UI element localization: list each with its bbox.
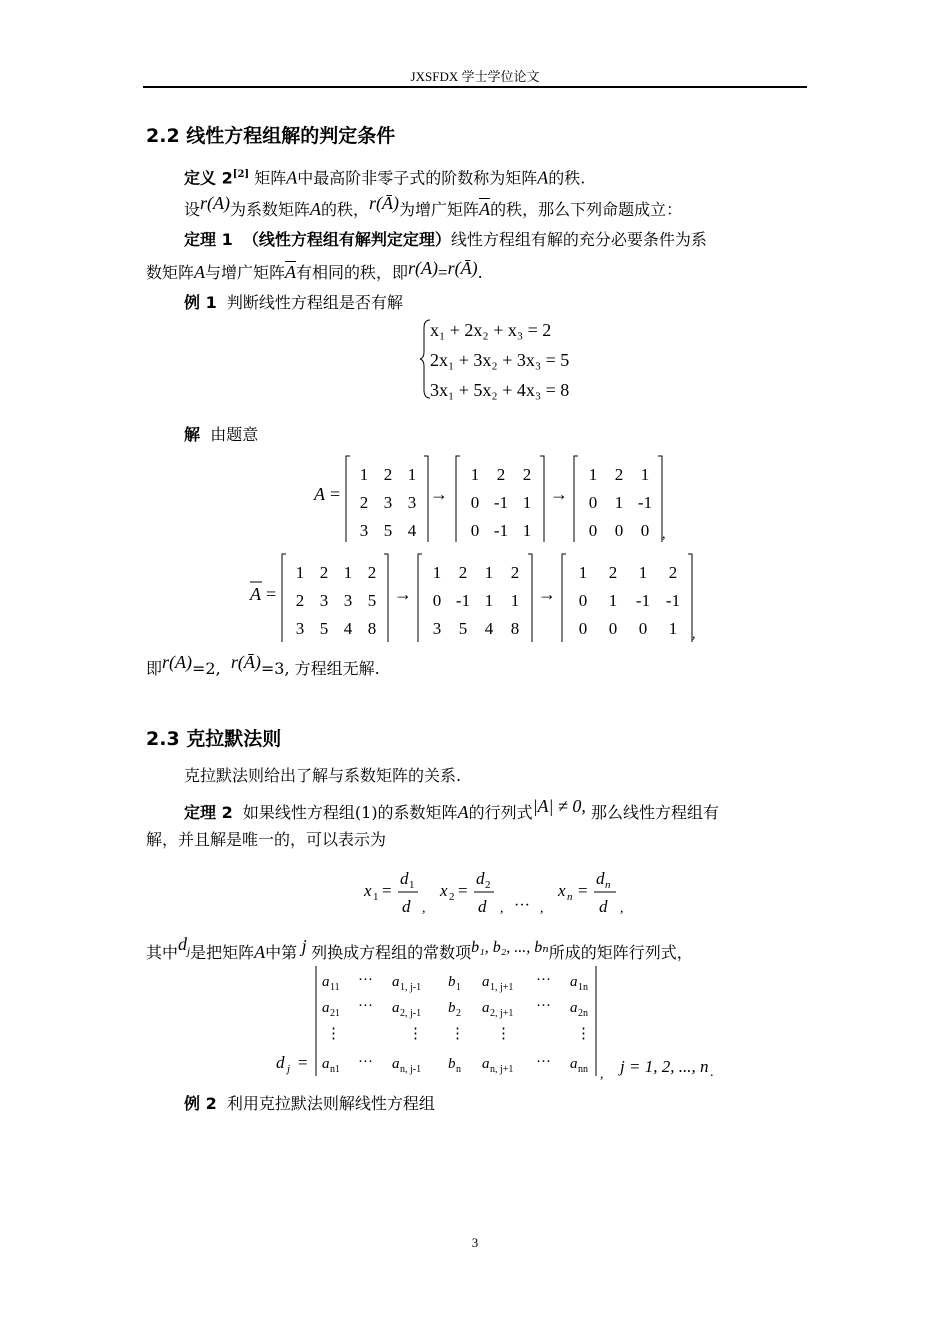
matrix-entry: 2 xyxy=(359,493,369,512)
svg-text:,: , xyxy=(620,901,624,916)
matrix-bracket xyxy=(562,554,566,642)
header-rule xyxy=(143,86,807,88)
svg-text:d: d xyxy=(478,897,487,916)
theorem-2-cont: 解，并且解是唯一的，可以表示为 xyxy=(146,830,387,849)
svg-text:a: a xyxy=(392,1056,400,1072)
svg-text:21: 21 xyxy=(330,1008,340,1019)
svg-text:=: = xyxy=(330,484,341,504)
matrix-entry: 1 xyxy=(484,563,494,582)
matrix-entry: 2 xyxy=(608,563,618,582)
matrix-entry: 2 xyxy=(458,563,468,582)
matrix-bracket xyxy=(540,456,544,542)
svg-text:n, j-1: n, j-1 xyxy=(400,1064,422,1075)
svg-text:a: a xyxy=(482,1056,490,1072)
matrix-bracket xyxy=(424,456,428,542)
matrix-entry: 1 xyxy=(640,465,650,484)
svg-text:a: a xyxy=(392,974,400,990)
equation-system xyxy=(418,316,588,402)
matrix-entry: 5 xyxy=(383,521,393,540)
svg-text:⋮: ⋮ xyxy=(326,1026,341,1042)
svg-text:,: , xyxy=(662,527,666,542)
equation-2: 2x₁ + 3x₂ + 3x₃ = 5 xyxy=(430,350,570,370)
matrix-entry: 1 xyxy=(295,563,305,582)
svg-text:x: x xyxy=(558,881,566,900)
svg-text:···: ··· xyxy=(358,972,373,988)
svg-text:1: 1 xyxy=(373,891,379,903)
svg-text:=: = xyxy=(298,1053,308,1072)
matrix-entry: 0 xyxy=(578,619,588,638)
matrix-entry: 3 xyxy=(343,591,353,610)
matrix-entry: 2 xyxy=(383,465,393,484)
matrix-entry: -1 xyxy=(493,521,509,540)
matrix-entry: 3 xyxy=(295,619,305,638)
matrix-bracket xyxy=(418,554,422,642)
svg-text:1n: 1n xyxy=(578,982,588,993)
augmented-matrix-reduction xyxy=(246,550,706,642)
matrix-entry: 1 xyxy=(578,563,588,582)
matrix-entry: 0 xyxy=(588,493,598,512)
matrix-entry: -1 xyxy=(665,591,681,610)
matrix-entry: 1 xyxy=(343,563,353,582)
matrix-entry: 2 xyxy=(496,465,506,484)
matrix-entry: 1 xyxy=(432,563,442,582)
matrix-entry: 5 xyxy=(367,591,377,610)
svg-text:n, j+1: n, j+1 xyxy=(490,1064,514,1075)
svg-text:b: b xyxy=(448,1056,456,1072)
svg-text:n: n xyxy=(456,1064,461,1075)
matrix-entry: 1 xyxy=(668,619,678,638)
example-1: 例 1 判断线性方程组是否有解 xyxy=(184,293,403,312)
svg-text:,: , xyxy=(692,627,696,642)
solution-intro: 解 由题意 xyxy=(184,425,259,444)
svg-text:2, j+1: 2, j+1 xyxy=(490,1008,514,1019)
matrix-entry: 3 xyxy=(383,493,393,512)
citation-ref: [2] xyxy=(232,169,250,180)
matrix-entry: 0 xyxy=(638,619,648,638)
svg-text:b: b xyxy=(448,974,456,990)
matrix-entry: 1 xyxy=(608,591,618,610)
section-heading-2-3: 2.3 克拉默法则 xyxy=(146,728,282,750)
matrix-entry: -1 xyxy=(637,493,653,512)
svg-text:2n: 2n xyxy=(578,1008,588,1019)
svg-text:n1: n1 xyxy=(330,1064,340,1075)
svg-text:n: n xyxy=(567,891,573,903)
matrix-entry: 2 xyxy=(367,563,377,582)
definition-2: 定义 2[2] 矩阵A中最高阶非零子式的阶数称为矩阵A的秩. xyxy=(184,167,586,188)
equation-1: x₁ + 2x₂ + x₃ = 2 xyxy=(430,320,552,340)
svg-text:=: = xyxy=(266,584,277,604)
svg-text:→: → xyxy=(430,484,448,504)
matrix-entry: 2 xyxy=(319,563,329,582)
svg-text:···: ··· xyxy=(536,998,551,1014)
example-2: 例 2 利用克拉默法则解线性方程组 xyxy=(184,1094,435,1113)
matrix-entry: 0 xyxy=(578,591,588,610)
svg-text:a: a xyxy=(322,974,330,990)
svg-text:⋮: ⋮ xyxy=(450,1026,465,1042)
matrix-entry: 8 xyxy=(510,619,520,638)
matrix-entry: 1 xyxy=(470,465,480,484)
matrix-entry: 0 xyxy=(614,521,624,540)
svg-text:2: 2 xyxy=(449,891,455,903)
matrix-entry: 4 xyxy=(484,619,494,638)
matrix-entry: 0 xyxy=(470,521,480,540)
equation-3: 3x₁ + 5x₂ + 4x₃ = 8 xyxy=(430,380,570,400)
svg-text:x: x xyxy=(364,881,372,900)
matrix-entry: 0 xyxy=(470,493,480,512)
svg-text:→: → xyxy=(550,484,568,504)
svg-text:=: = xyxy=(458,881,468,900)
matrix-entry: 1 xyxy=(588,465,598,484)
matrix-entry: 1 xyxy=(510,591,520,610)
svg-text:a: a xyxy=(570,1000,578,1016)
matrix-bracket xyxy=(384,554,388,642)
matrix-entry: 1 xyxy=(484,591,494,610)
determinant-dj xyxy=(270,962,730,1082)
matrix-a-reduction xyxy=(310,452,680,542)
svg-text:···: ··· xyxy=(536,972,551,988)
matrix-entry: 2 xyxy=(295,591,305,610)
svg-text:→: → xyxy=(538,584,556,604)
matrix-entry: 5 xyxy=(319,619,329,638)
svg-text:b: b xyxy=(448,1000,456,1016)
svg-text:1, j+1: 1, j+1 xyxy=(490,982,514,993)
conclusion: 即r(A)=2, r(Ā)=3, 方程组无解. xyxy=(146,652,380,678)
cramer-intro: 克拉默法则给出了解与系数矩阵的关系. xyxy=(184,766,462,785)
theorem-1: 定理 1 （线性方程组有解判定定理）线性方程组有解的充分必要条件为系 xyxy=(184,230,707,249)
matrix-entry: 3 xyxy=(319,591,329,610)
theorem-2: 定理 2 如果线性方程组(1)的系数矩阵A的行列式|A| ≠ 0, 那么线性方程组有 xyxy=(184,796,719,822)
svg-text:···: ··· xyxy=(358,998,373,1014)
svg-text:nn: nn xyxy=(578,1064,588,1075)
svg-text:A: A xyxy=(314,484,325,504)
svg-text:.: . xyxy=(710,1065,714,1080)
matrix-entry: 1 xyxy=(522,493,532,512)
svg-text:1, j-1: 1, j-1 xyxy=(400,982,422,993)
matrix-entry: 0 xyxy=(432,591,442,610)
matrix-bracket xyxy=(574,456,578,542)
svg-text:11: 11 xyxy=(330,982,340,993)
svg-text:···: ··· xyxy=(514,897,530,914)
matrix-entry: 0 xyxy=(640,521,650,540)
matrix-entry: -1 xyxy=(635,591,651,610)
matrix-bracket xyxy=(346,456,350,542)
svg-text:,: , xyxy=(422,901,426,916)
svg-text:a: a xyxy=(482,1000,490,1016)
matrix-entry: 2 xyxy=(510,563,520,582)
svg-text:d: d xyxy=(400,869,409,888)
svg-text:⋮: ⋮ xyxy=(496,1026,511,1042)
svg-text:=: = xyxy=(578,881,588,900)
cramer-formula xyxy=(360,862,640,920)
page-header: JXSFDX 学士学位论文 xyxy=(410,69,540,84)
matrix-entry: -1 xyxy=(455,591,471,610)
svg-text:a: a xyxy=(482,974,490,990)
svg-text:,: , xyxy=(600,1067,604,1082)
svg-text:1: 1 xyxy=(409,879,415,891)
svg-text:d: d xyxy=(276,1053,285,1072)
dj-description: 其中$d_j$是把矩阵A中第 j 列换成方程组的常数项b₁, b₂, ..., bₙ所成的矩阵行列式， xyxy=(146,934,693,962)
svg-text:a: a xyxy=(392,1000,400,1016)
svg-text:···: ··· xyxy=(536,1054,551,1070)
svg-text:a: a xyxy=(322,1000,330,1016)
matrix-entry: 1 xyxy=(638,563,648,582)
svg-text:2: 2 xyxy=(485,879,491,891)
svg-text:n: n xyxy=(605,879,611,891)
index-range: j = 1, 2, ..., n xyxy=(620,1057,709,1076)
matrix-entry: 3 xyxy=(432,619,442,638)
svg-text:2: 2 xyxy=(456,1008,461,1019)
matrix-entry: 1 xyxy=(359,465,369,484)
matrix-entry: 1 xyxy=(522,521,532,540)
matrix-entry: 1 xyxy=(407,465,417,484)
svg-text:1: 1 xyxy=(456,982,461,993)
matrix-entry: 1 xyxy=(614,493,624,512)
svg-text:A: A xyxy=(250,584,261,604)
svg-text:j: j xyxy=(287,1063,291,1075)
matrix-bracket xyxy=(282,554,286,642)
svg-text:d: d xyxy=(402,897,411,916)
matrix-entry: 4 xyxy=(343,619,353,638)
matrix-entry: 0 xyxy=(588,521,598,540)
svg-text:⋮: ⋮ xyxy=(576,1026,591,1042)
svg-text:d: d xyxy=(596,869,605,888)
matrix-entry: 2 xyxy=(668,563,678,582)
svg-text:a: a xyxy=(322,1056,330,1072)
section-heading-2-2: 2.2 线性方程组解的判定条件 xyxy=(146,125,396,147)
svg-text:a: a xyxy=(570,1056,578,1072)
theorem-1-cont: 数矩阵A与增广矩阵$\overline{A}$有相同的秩，即r(A)=r(Ā). xyxy=(146,258,483,282)
matrix-entry: 4 xyxy=(407,521,417,540)
svg-text:,: , xyxy=(500,901,504,916)
svg-text:=: = xyxy=(382,881,392,900)
matrix-entry: 3 xyxy=(359,521,369,540)
definition-label: 定义 2 xyxy=(184,168,233,188)
matrix-entry: 8 xyxy=(367,619,377,638)
svg-text:a: a xyxy=(570,974,578,990)
svg-text:,: , xyxy=(540,901,544,916)
rank-setup: 设r(A)为系数矩阵A的秩，r(Ā)为增广矩阵$\overline{A}$的秩，那么下列命题成立： xyxy=(184,193,683,219)
svg-text:x: x xyxy=(440,881,448,900)
matrix-bracket xyxy=(456,456,460,542)
page-number: 3 xyxy=(471,1235,479,1250)
svg-text:d: d xyxy=(476,869,485,888)
svg-text:⋮: ⋮ xyxy=(408,1026,423,1042)
matrix-entry: 5 xyxy=(458,619,468,638)
matrix-entry: 3 xyxy=(407,493,417,512)
svg-text:2, j-1: 2, j-1 xyxy=(400,1008,422,1019)
matrix-entry: 2 xyxy=(522,465,532,484)
matrix-entry: -1 xyxy=(493,493,509,512)
svg-text:···: ··· xyxy=(358,1054,373,1070)
matrix-bracket xyxy=(528,554,532,642)
svg-text:d: d xyxy=(599,897,608,916)
svg-text:→: → xyxy=(394,584,412,604)
matrix-entry: 2 xyxy=(614,465,624,484)
matrix-entry: 0 xyxy=(608,619,618,638)
